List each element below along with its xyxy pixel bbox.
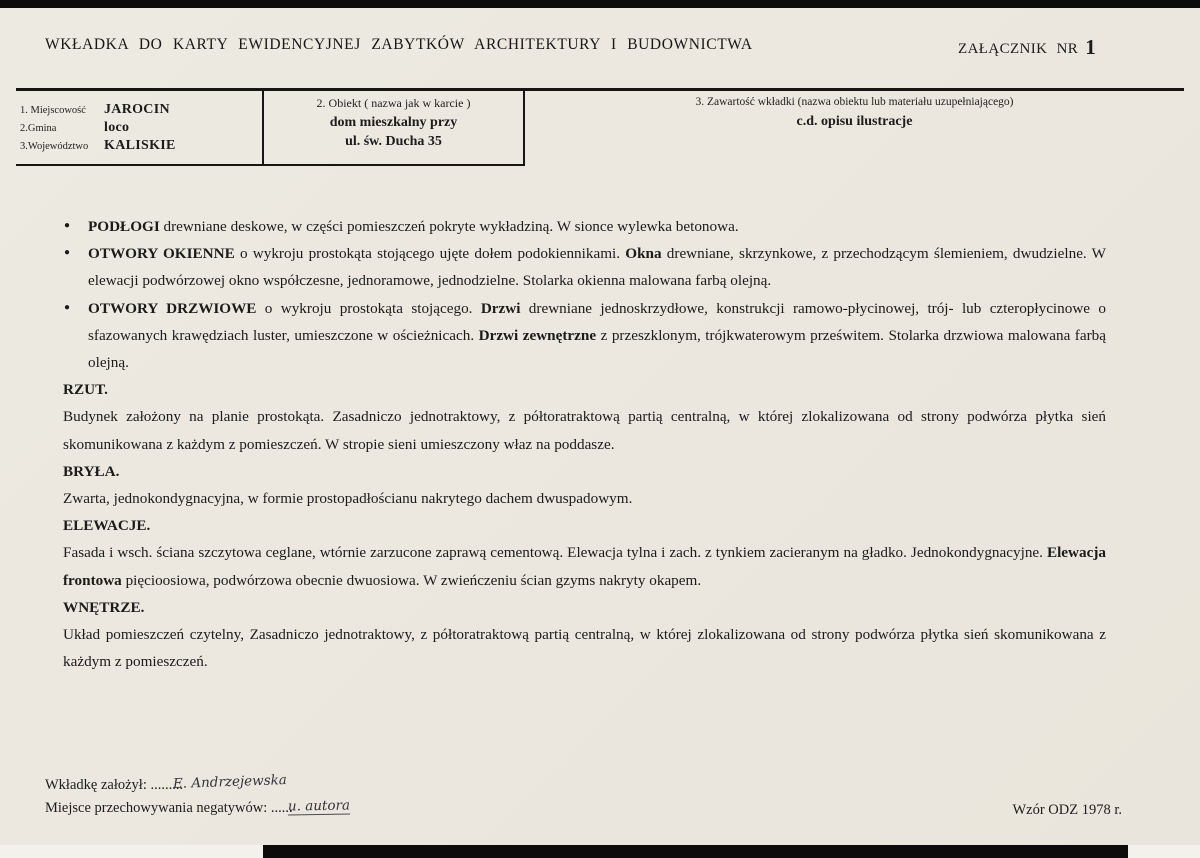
body-content <box>63 213 1106 675</box>
attachment-label-text: ZAŁĄCZNIK NR <box>958 41 1079 57</box>
commune-value: loco <box>104 120 130 135</box>
section-heading: WNĘTRZE. <box>63 598 145 616</box>
body-paragraph: Budynek założony na planie prostokąta. Zasadniczo jednotraktowy, z półtoratraktową partią centralną, w której zlokalizowana od strony podwórza płytka sień skomunikowana z każdym z pomieszczeń. W stropie sieni umieszczony właz na poddasze. <box>63 408 1106 453</box>
voivodeship-value: KALISKIE <box>104 138 176 153</box>
created-by-label: Wkładkę założył: ......... <box>45 777 184 793</box>
attachment-label <box>958 34 1096 59</box>
section-heading: ELEWACJE. <box>63 517 151 535</box>
location-row <box>20 102 258 118</box>
location-value: JAROCIN <box>104 102 170 117</box>
info-table-contents-column <box>523 91 1184 166</box>
bullet-icon: ● <box>64 247 71 259</box>
voivodeship-row <box>20 138 258 154</box>
body-paragraph: ● PODŁOGI drewniane deskowe, w części pomieszczeń pokryte wykładziną. W sionce wylewka betonowa. <box>63 213 1106 240</box>
document-footer <box>45 772 1122 823</box>
created-by-signature: E. Andrzejewska <box>172 772 287 792</box>
body-paragraph: Zwarta, jednokondygnacyjna, w formie prostopadłościanu nakrytego dachem dwuspadowym. <box>63 490 633 508</box>
info-table <box>16 88 1184 166</box>
attachment-number: 1 <box>1085 35 1097 59</box>
negatives-label: Miejsce przechowywania negatywów: ...... <box>45 800 293 816</box>
info-table-location-column <box>16 91 262 166</box>
voivodeship-label: 3.Województwo <box>20 141 89 152</box>
body-paragraph: Fasada i wsch. ściana szczytowa ceglane, wtórnie zarzucone zaprawą cementową. Elewacja tylna i zach. z tynkiem zacieranym na gładko. Jednokondygnacyjne. Elewacja frontowa pięcioosiowa, podwórzowa obecnie dwuosiowa. W zwieńczeniu ścian gzyms nakryty okapem. <box>63 544 1106 589</box>
commune-row <box>20 120 258 136</box>
section-heading: BRYŁA. <box>63 462 120 480</box>
negatives-value: u. autora <box>288 797 351 815</box>
object-value-line2: ul. św. Ducha 35 <box>345 134 442 149</box>
scan-edge-bottom <box>0 845 1200 858</box>
object-value-line1: dom mieszkalny przy <box>329 115 458 130</box>
object-label: 2. Obiekt ( nazwa jak w karcie ) <box>316 96 471 110</box>
location-label: 1. Miejscowość <box>20 105 86 116</box>
contents-label: 3. Zawartość wkładki (nazwa obiektu lub materiału uzupełniającego) <box>695 96 1014 108</box>
contents-value: c.d. opisu ilustracje <box>796 114 913 129</box>
section-heading: RZUT. <box>63 381 108 399</box>
form-note: Wzór ODZ 1978 r. <box>1012 802 1122 818</box>
negatives-line <box>45 797 1122 823</box>
scan-edge-bottom-shadow <box>263 845 1128 858</box>
body-paragraph: Układ pomieszczeń czytelny, Zasadniczo jednotraktowy, z półtoratraktową partią centralną, w której zlokalizowana od strony podwórza płytka sień skomunikowana z każdym z pomieszczeń. <box>63 626 1106 671</box>
scan-edge-top <box>0 0 1200 8</box>
info-table-object-column <box>262 91 523 166</box>
created-by-line <box>45 772 1122 800</box>
body-paragraph: ● OTWORY DRZWIOWE o wykroju prostokąta stojącego. Drzwi drewniane jednoskrzydłowe, konstrukcji ramowo-płycinowej, trój- lub czteropłycinowe o sfazowanych krawędziach luster, umieszczone w ościeżnicach. Drzwi zewnętrzne z przeszklonym, trójkwaterowym prześwitem. Stolarka drzwiowa malowana farbą olejną. <box>63 295 1106 377</box>
bullet-icon: ● <box>64 301 71 313</box>
body-paragraph: ● OTWORY OKIENNE o wykroju prostokąta stojącego ujęte dołem podokiennikami. Okna drewniane, skrzynkowe, z przechodzącym ślemieniem, dwudzielne. W elewacji podwórzowej okno współczesne, jednoramowe, jednodzielne. Stolarka okienna malowana farbą olejną. <box>63 240 1106 294</box>
commune-label: 2.Gmina <box>20 123 57 134</box>
bullet-icon: ● <box>64 220 71 231</box>
document-title: WKŁADKA DO KARTY EWIDENCYJNEJ ZABYTKÓW ARCHITEKTURY I BUDOWNICTWA <box>45 36 753 53</box>
